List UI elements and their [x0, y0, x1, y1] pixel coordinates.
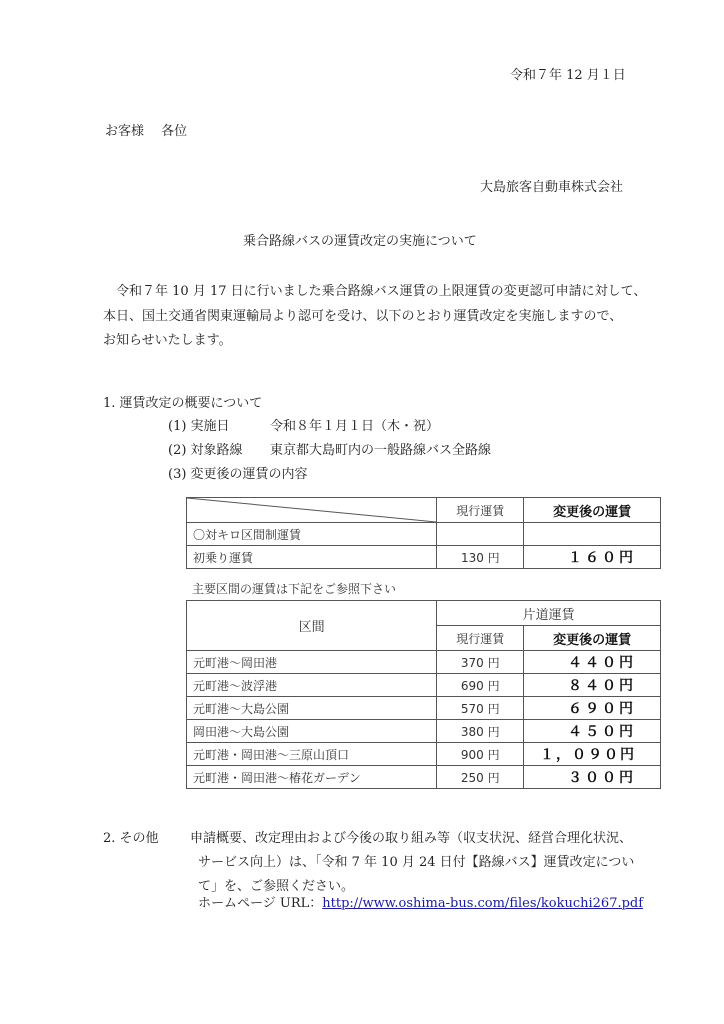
document-title: 乗合路線バスの運賃改定の実施について: [243, 234, 477, 249]
current-fare: 370 円: [437, 651, 524, 674]
company-name: 大島旅客自動車株式会社: [480, 180, 624, 195]
current-fare: 900 円: [437, 743, 524, 766]
section-name: 元町港・岡田港～三原山頂口: [187, 743, 437, 766]
document-date: 令和７年 12 月１日: [510, 68, 626, 83]
table-row: [187, 766, 661, 789]
recipient: お客様 各位: [105, 124, 188, 139]
current-fare: 690 円: [437, 674, 524, 697]
table-row: [187, 651, 661, 674]
intro-line-3: お知らせいたします。: [103, 333, 232, 348]
section-name: 元町港～波浮港: [187, 674, 437, 697]
fare-table-base: [186, 497, 661, 569]
header-new-fare: 変更後の運賃: [524, 626, 661, 651]
header-current-fare: 現行運賃: [437, 626, 524, 651]
item-label: (1) 実施日: [168, 419, 230, 434]
section2-line-3: て」を、ご参照ください。: [198, 879, 355, 894]
url-label: ホームページ URL：: [198, 896, 323, 911]
table-row: [187, 674, 661, 697]
table-row: [187, 743, 661, 766]
table-row: [187, 720, 661, 743]
current-fare: 380 円: [437, 720, 524, 743]
header-current-fare: 現行運賃: [437, 498, 524, 523]
intro-text-1: 令和７年 10 月 17 日に行いました乗合路線バス運賃の上限運賃の変更認可申請に対して、: [116, 284, 647, 299]
section-name: 元町港～大島公園: [187, 697, 437, 720]
item-label: (3) 変更後の運賃の内容: [168, 467, 308, 482]
section-name: 岡田港～大島公園: [187, 720, 437, 743]
section-name: 元町港～岡田港: [187, 651, 437, 674]
diagonal-header-cell: [187, 498, 437, 523]
header-oneway: 片道運賃: [437, 601, 661, 626]
table-row: [187, 523, 661, 546]
section2-line-1: 申請概要、改定理由および今後の取り組み等（収支状況、経営合理化状況、: [190, 831, 633, 846]
section1-item-routes: [168, 439, 491, 458]
new-fare: ６９０円: [524, 697, 661, 720]
new-fare: ４５０円: [524, 720, 661, 743]
new-fare: ８４０円: [524, 674, 661, 697]
current-fare: 250 円: [437, 766, 524, 789]
item-label: (2) 対象路線: [168, 443, 243, 458]
intro-line-1: [103, 280, 646, 299]
fare-table-sections: [186, 600, 661, 789]
empty-cell: [437, 523, 524, 546]
item-value: 令和８年１月１日（木・祝）: [270, 419, 440, 434]
fare-category: 〇対キロ区間制運賃: [187, 523, 437, 546]
section1-item-date: [168, 415, 439, 434]
new-fare: １６０円: [524, 546, 661, 569]
table-header-row: [187, 601, 661, 626]
homepage-url-link[interactable]: http://www.oshima-bus.com/files/kokuchi267.pdf: [322, 896, 644, 911]
section2-heading: 2. その他: [103, 831, 159, 846]
section-name: 元町港・岡田港～椿花ガーデン: [187, 766, 437, 789]
item-value: 東京都大島町内の一般路線バス全路線: [270, 443, 492, 458]
section2-line-2: サービス向上）は、「令和 7 年 10 月 24 日付【路線バス】運賃改定につい: [198, 855, 635, 870]
empty-cell: [524, 523, 661, 546]
row-label: 初乗り運賃: [187, 546, 437, 569]
diagonal-line: [187, 498, 436, 522]
table-row: [187, 697, 661, 720]
homepage-url-line: [198, 892, 643, 911]
new-fare: ４４０円: [524, 651, 661, 674]
table-row: [187, 546, 661, 569]
section1-heading: 1. 運賃改定の概要について: [103, 396, 263, 411]
current-fare: 570 円: [437, 697, 524, 720]
section1-item-contents: [168, 463, 308, 482]
header-new-fare: 変更後の運賃: [524, 498, 661, 523]
new-fare: １，０９０円: [524, 743, 661, 766]
intro-line-2: 本日、国土交通省関東運輸局より認可を受け、以下のとおり運賃改定を実施しますので、: [103, 309, 623, 324]
table-note: 主要区間の運賃は下記をご参照下さい: [192, 582, 397, 596]
new-fare: ３００円: [524, 766, 661, 789]
table-header-row: [187, 498, 661, 523]
header-section: 区間: [187, 601, 437, 651]
current-fare: 130 円: [437, 546, 524, 569]
